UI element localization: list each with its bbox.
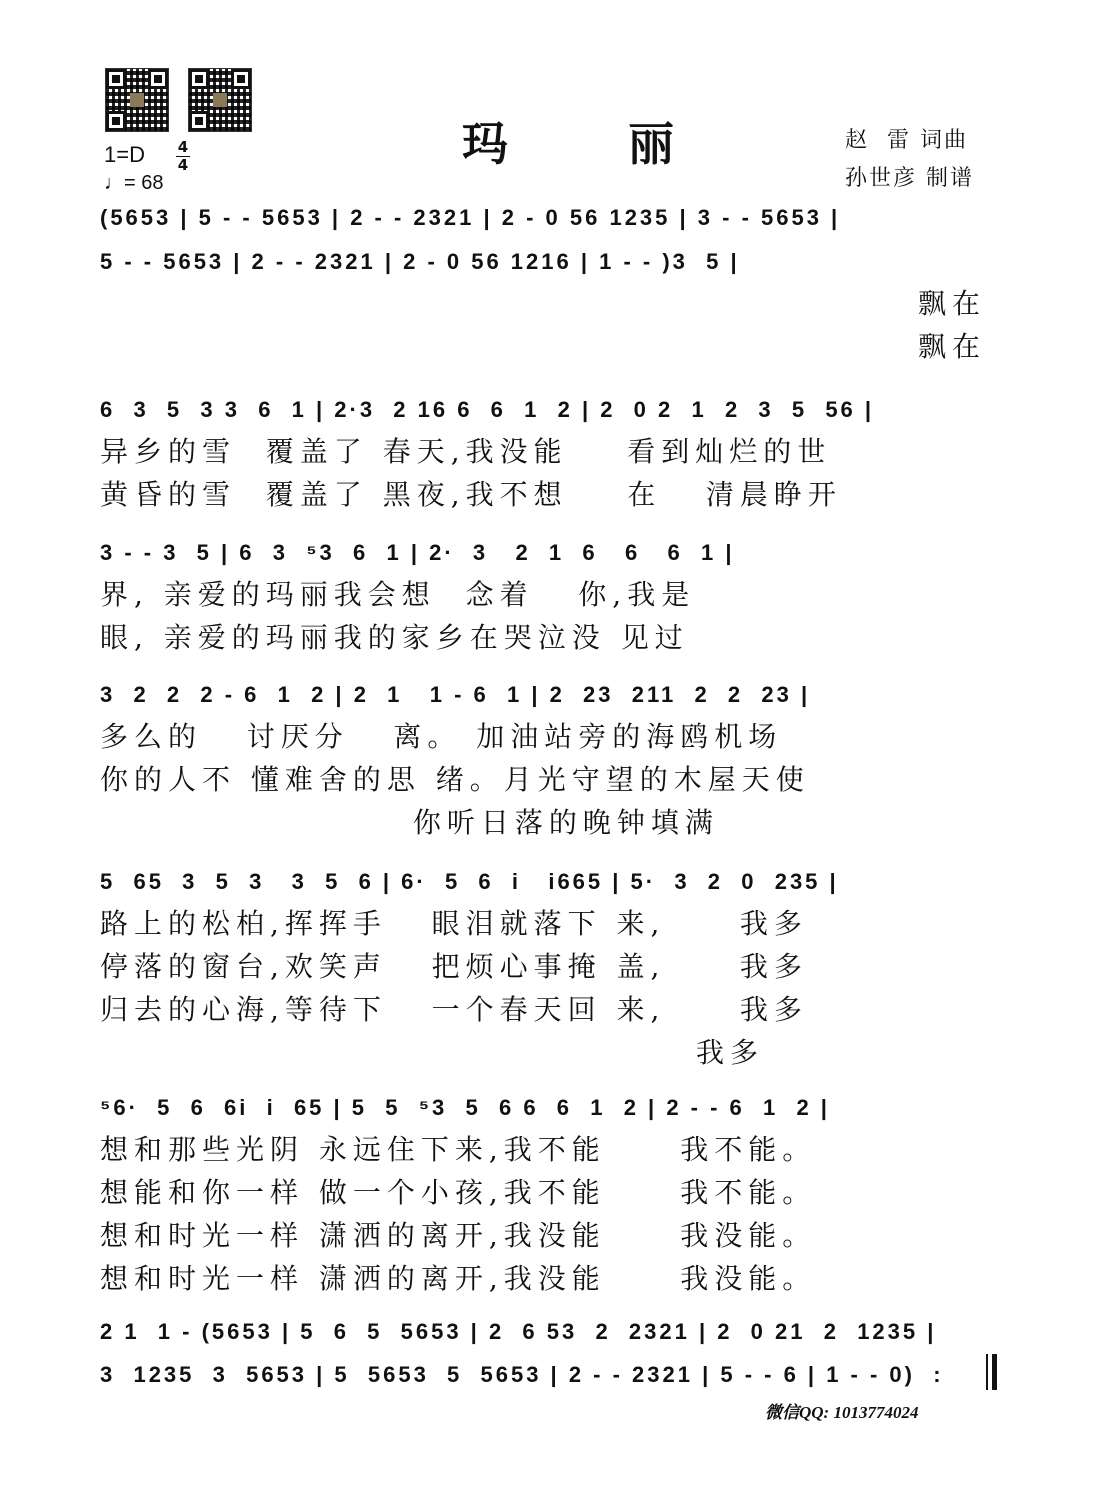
lyric-verse-2: 眼, 亲爱的玛丽我的家乡在哭泣没 见过 [100, 621, 689, 654]
lyric-verse-2: 停落的窗台,欢笑声 把烦心事掩 盖, 我多 [100, 950, 808, 983]
notation-line: 3 1235 3 5653 | 5 5653 5 5653 | 2 - - 2321 | 5 - - 6 | 1 - - 0) : [100, 1362, 944, 1387]
tempo-value: = 68 [124, 172, 164, 194]
qr-code-right [188, 68, 252, 132]
lyric-verse-3: 想和时光一样 潇洒的离开,我没能 我没能。 [100, 1219, 817, 1252]
final-barline-thin [986, 1354, 988, 1390]
system-3 [100, 390, 1010, 516]
system-6 [100, 862, 1010, 1074]
key-signature: 1=D [104, 142, 145, 167]
lyric-verse-1: 飘在 [917, 287, 986, 320]
notation-line: 3 - - 3 5 | 6 3 ⁵3 6 1 | 2· 3 2 1 6 6 6 1 | [100, 540, 735, 565]
notation-line: 3 2 2 2 - 6 1 2 | 2 1 1 - 6 1 | 2 23 211 2 2 23 | [100, 682, 811, 707]
system-9 [100, 1355, 1010, 1395]
notation-line: 5 - - 5653 | 2 - - 2321 | 2 - 0 56 1216 | 1 - - )3 5 | [100, 249, 740, 274]
lyric-verse-3: 归去的心海,等待下 一个春天回 来, 我多 [100, 993, 808, 1026]
system-1 [100, 198, 1010, 238]
notation-line: 5 65 3 5 3 3 5 6 | 6· 5 6 i i665 | 5· 3 2 0 235 | [100, 869, 839, 894]
lyric-verse-1: 界, 亲爱的玛丽我会想 念着 你,我是 [100, 578, 696, 611]
lyricist-composer: 赵 雷 词曲 [845, 128, 968, 153]
system-8 [100, 1312, 1010, 1352]
lyric-verse-2: 想能和你一样 做一个小孩,我不能 我不能。 [100, 1176, 817, 1209]
contact-info: 微信QQ: 1013774024 [765, 1403, 919, 1422]
system-4 [100, 533, 1010, 659]
lyric-verse-2: 你的人不 懂难舍的思 绪。月光守望的木屋天使 [100, 763, 810, 796]
lyric-verse-1: 异乡的雪 覆盖了 春天,我没能 看到灿烂的世 [100, 435, 832, 468]
lyric-verse-1: 想和那些光阴 永远住下来,我不能 我不能。 [100, 1133, 817, 1166]
time-signature [176, 140, 190, 173]
system-2 [100, 242, 1010, 368]
credits [845, 122, 974, 198]
system-7 [100, 1088, 1010, 1300]
quarter-note-icon: ♩ [104, 172, 124, 194]
system-5 [100, 675, 1010, 844]
qr-code-left [105, 68, 169, 132]
lyric-verse-2: 飘在 [917, 330, 986, 363]
notation-line: (5653 | 5 - - 5653 | 2 - - 2321 | 2 - 0 56 1235 | 3 - - 5653 | [100, 205, 841, 230]
song-title: 玛 丽 [462, 117, 727, 171]
lyric-verse-1: 多么的 讨厌分 离。 加油站旁的海鸥机场 [100, 720, 783, 753]
tempo-marking [104, 172, 163, 195]
arranger: 孙世彦 制谱 [845, 166, 974, 191]
notation-line: 2 1 1 - (5653 | 5 6 5 5653 | 2 6 53 2 2321 | 2 0 21 2 1235 | [100, 1319, 937, 1344]
lyric-verse-4: 想和时光一样 潇洒的离开,我没能 我没能。 [100, 1262, 817, 1295]
lyric-verse-4: 我多 [100, 1036, 765, 1069]
lyric-verse-3: 你听日落的晚钟填满 [100, 806, 719, 839]
final-barline-thick [992, 1354, 997, 1390]
notation-line: 6 3 5 3 3 6 1 | 2·3 2 16 6 6 1 2 | 2 0 2 1 2 3 5 56 | [100, 397, 875, 422]
time-signature-bottom: 4 [177, 156, 189, 174]
notation-line: ⁵6· 5 6 6i i 65 | 5 5 ⁵3 5 6 6 6 1 2 | 2 - - 6 1 2 | [100, 1095, 830, 1120]
lyric-verse-1: 路上的松柏,挥挥手 眼泪就落下 来, 我多 [100, 907, 808, 940]
lyric-verse-2: 黄昏的雪 覆盖了 黑夜,我不想 在 清晨睁开 [100, 478, 842, 511]
time-signature-top: 4 [177, 138, 189, 156]
